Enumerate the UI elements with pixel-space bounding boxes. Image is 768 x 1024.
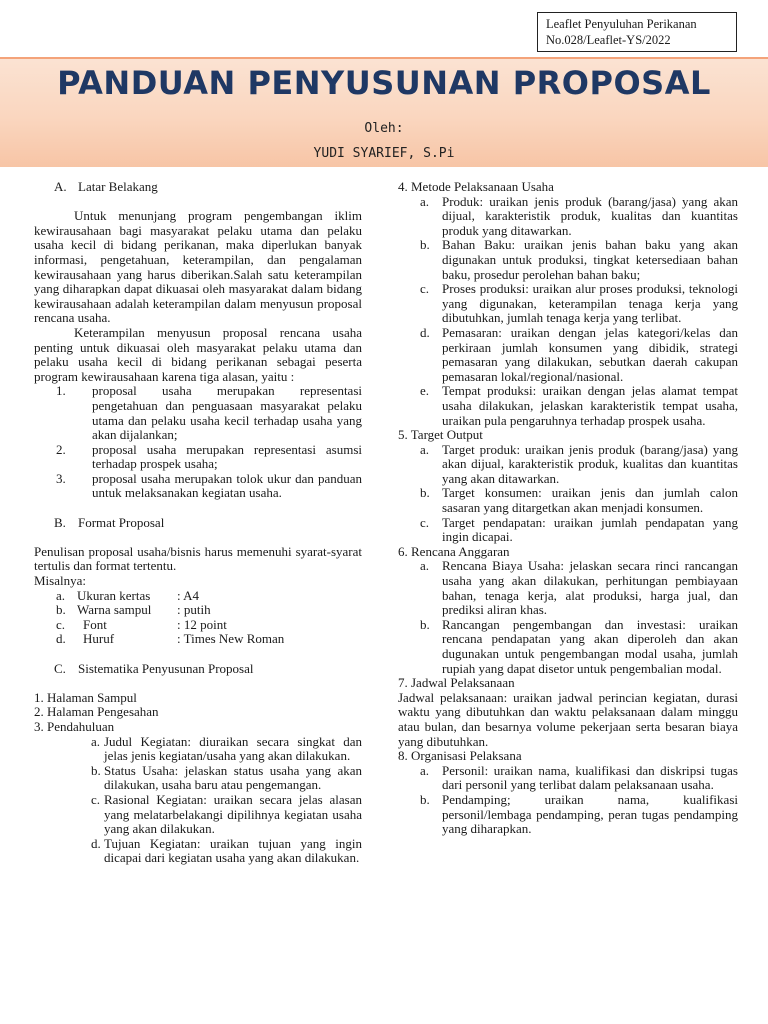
left-column	[34, 180, 362, 866]
list-item: 2. proposal usaha merupakan representasi asumsi terhadap prospek usaha;	[56, 441, 362, 472]
list-item: c. Font : 12 point	[56, 616, 227, 632]
organisasi-list	[398, 764, 738, 837]
outline-item-6: 6. Rencana Anggaran	[398, 543, 510, 559]
list-item: b. Pendamping; uraikan nama, kualifikasi personil/lembaga pendamping, peran tugas pendamping yang diharapkan.	[420, 791, 738, 837]
outline-item-8: 8. Organisasi Pelaksana	[398, 748, 522, 764]
reasons-list	[34, 384, 362, 501]
leaflet-reference-box	[537, 12, 737, 52]
list-item: a. Rencana Biaya Usaha: jelaskan secara rinci rancangan usaha yang akan dilakukan, perhitungan pembiayaan bahan, tenaga kerja, alat produksi, harga jual, dan prediksi aliran khas.	[420, 558, 738, 618]
outline-item-5: 5. Target Output	[398, 427, 483, 443]
leaflet-series: Leaflet Penyuluhan Perikanan	[546, 17, 697, 31]
author-name: YUDI SYARIEF, S.Pi	[313, 146, 455, 161]
background-paragraph-1: Untuk menunjang program pengembangan iklim kewirausahaan bagi masyarakat pelaku utama dan pelaku usaha kecil di bidang perikanan, maka diperlukan banyak informasi, pengetahuan, keterampilan, dan pengalaman kewirausahaan yang harus diberikan.Salah satu keterampilan yang diharapkan dapat dikuasai oleh masyarakat dalam bidang kewirausahaan adalah keterampilan dalam menyusun proposal rencana usaha.	[34, 208, 362, 326]
outline-item-3: 3. Pendahuluan	[34, 718, 115, 734]
list-item: c. Proses produksi: uraikan alur proses produksi, teknologi yang digunakan, keterampilan tenaga kerja yang dibutuhkan, jumlah tenaga kerja yang terlibat.	[420, 281, 738, 326]
list-item: a. Target produk: uraikan jenis produk (barang/jasa) yang akan dijual, karakteristik produk, kualitas dan kuantitas yang akan ditawarkan.	[420, 441, 738, 486]
author-label: Oleh:	[364, 121, 404, 136]
list-item: d. Huruf : Times New Roman	[56, 631, 285, 647]
page-title: PANDUAN PENYUSUNAN PROPOSAL	[57, 64, 711, 102]
right-column	[398, 180, 738, 837]
anggaran-list	[398, 559, 738, 676]
list-item: c. Target pendapatan: uraikan jumlah pendapatan yang ingin dicapai.	[420, 514, 738, 545]
outline-item-2: 2. Halaman Pengesahan	[34, 704, 159, 720]
list-item: b. Target konsumen: uraikan jenis dan jumlah calon sasaran yang ditargetkan akan menjadi konsumen.	[420, 485, 738, 516]
list-item: b. Rancangan pengembangan dan investasi: uraikan rencana pendapatan yang akan diperoleh dan akan dugunakan untuk pengembangan modal usaha, jumlah rupiah yang dapat disetor untuk pengembalian modal.	[420, 616, 738, 676]
format-list	[34, 589, 362, 647]
section-b-heading: B. Format Proposal	[54, 514, 165, 530]
section-c-heading: C. Sistematika Penyusunan Proposal	[54, 660, 254, 676]
examples-label: Misalnya:	[34, 573, 86, 589]
target-list	[398, 443, 738, 545]
format-paragraph: Penulisan proposal usaha/bisnis harus memenuhi syarat-syarat tertulis dan format tertentu.	[34, 543, 362, 574]
metode-list	[398, 195, 738, 429]
list-item: a. Personil: uraikan nama, kualifikasi dan diskripsi tugas dari personil yang terlibat dalam pelaksanaan usaha.	[420, 762, 738, 793]
outline-item-4: 4. Metode Pelaksanaan Usaha	[398, 179, 554, 194]
list-item: b. Status Usaha: jelaskan status usaha yang akan dilakukan, usaha baru atau pengemangan.	[91, 762, 362, 793]
jadwal-paragraph: Jadwal pelaksanaan: uraikan jadwal perincian kegiatan, durasi waktu yang dibutuhkan dan waktu pelaksanaan dalam minggu atau bulan, dan besarnya volume pekerjaan serta besaran biaya yang dibutuhkan.	[398, 689, 738, 749]
section-a-heading: A. Latar Belakang	[54, 179, 158, 194]
list-item: 1. proposal usaha merupakan representasi pengetahuan dan penguasaan masyarakat pelaku utama dan pelaku usaha kecil terhadap usaha yang akan dijalankan;	[56, 383, 362, 443]
list-item: d. Pemasaran: uraikan dengan jelas kategori/kelas dan perkiraan jumlah konsumen yang dibidik, strategi pemasaran yang dilakukan, sebutkan daerah cakupan pemasaran lokal/regional/nasional.	[420, 324, 738, 384]
list-item: a. Judul Kegiatan: diuraikan secara singkat dan jelas jenis kegiatan/usaha yang akan dilakukan.	[91, 733, 362, 764]
outline-item-1: 1. Halaman Sampul	[34, 689, 137, 705]
leaflet-number: No.028/Leaflet-YS/2022	[546, 33, 671, 47]
outline-item-7: 7. Jadwal Pelaksanaan	[398, 675, 515, 691]
list-item: e. Tempat produksi: uraikan dengan jelas alamat tempat usaha dilakukan, jelaskan karakteristik tempat usaha, uraikan pula pengaruhnya terhadap prospek usaha.	[420, 383, 738, 428]
background-paragraph-2: Keterampilan menyusun proposal rencana usaha penting untuk dikuasai oleh masyarakat pelaku utama dan pelaku usaha kecil di bidang perikanan sebagai peserta program kewirausahaan karena tiga alasan, yaitu :	[34, 324, 362, 384]
list-item: b. Bahan Baku: uraikan jenis bahan baku yang akan digunakan untuk produksi, tingkat ketersediaan bahan baku, prosedur perolehan bahan baku;	[420, 237, 738, 282]
list-item: b. Warna sampul : putih	[56, 602, 211, 618]
list-item: 3. proposal usaha merupakan tolok ukur dan panduan untuk melaksanakan kegiatan usaha.	[56, 470, 362, 501]
list-item: a. Ukuran kertas : A4	[56, 587, 200, 603]
list-item: c. Rasional Kegiatan: uraikan secara jelas alasan yang melatarbelakangi dipilihnya kegiatan usaha yang akan dilakukan.	[91, 791, 362, 837]
list-item: d. Tujuan Kegiatan: uraikan tujuan yang ingin dicapai dari kegiatan usaha yang akan dilakukan.	[91, 835, 362, 866]
pendahuluan-list	[34, 735, 362, 866]
list-item: a. Produk: uraikan jenis produk (barang/jasa) yang akan dijual, karakteristik produk, kualitas dan kuantitas produk yang ditawarkan.	[420, 193, 738, 238]
